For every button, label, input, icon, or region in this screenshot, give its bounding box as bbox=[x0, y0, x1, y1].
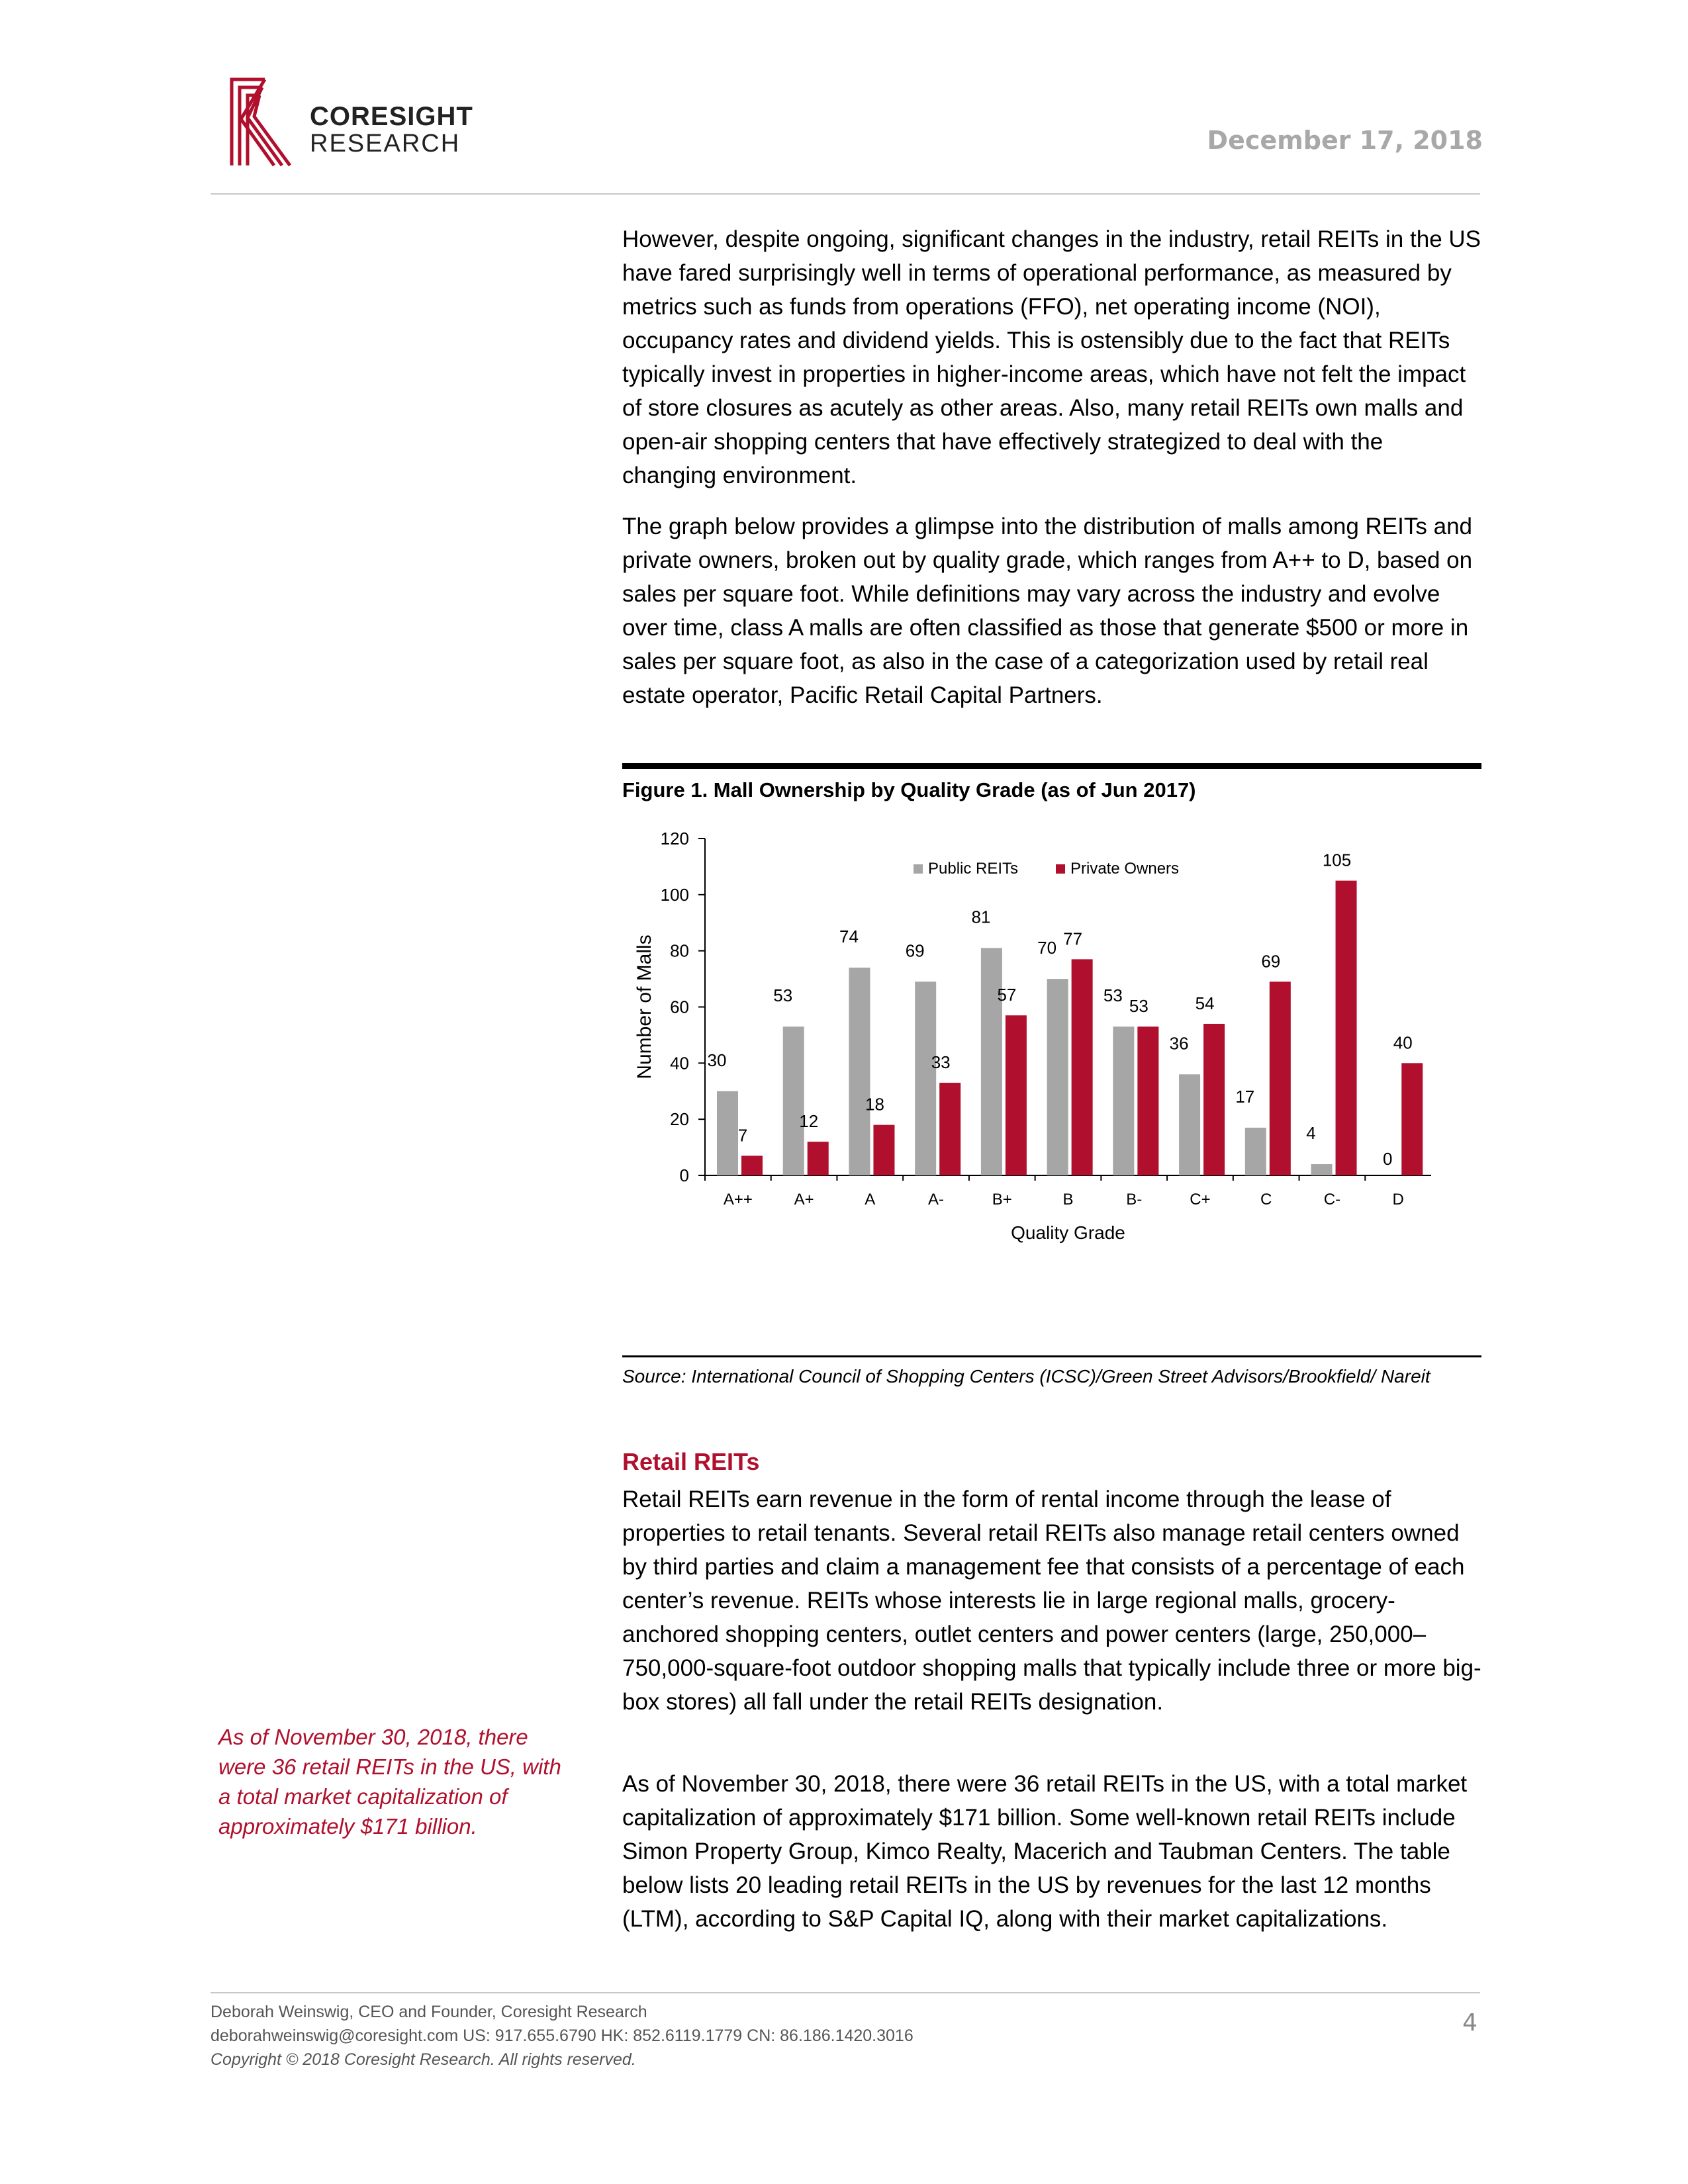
footer-copyright: Copyright © 2018 Coresight Research. All rights reserved. bbox=[211, 2050, 636, 2069]
paragraph-retail-reits: Retail REITs earn revenue in the form of rental income through the lease of properties to retail tenants. Several retail REITs also manage retail centers owned by third parties and claim a management fee that consists of a percentage of each center’s revenue. REITs whose interests lie in large regional malls, grocery-anchored shopping centers, outlet centers and power centers (large, 250,000–750,000-square-foot outdoor shopping malls that typically include three or more big-box stores) all fall under the retail REITs designation. bbox=[622, 1486, 1481, 1715]
data-label-public-reits: 17 bbox=[1235, 1086, 1255, 1107]
data-label-public-reits: 30 bbox=[707, 1050, 727, 1070]
footer-divider bbox=[211, 1992, 1480, 1993]
bar-public-reits bbox=[849, 968, 870, 1175]
x-tick-label: B+ bbox=[992, 1191, 1012, 1208]
bar-public-reits bbox=[1113, 1026, 1134, 1175]
x-tick-label: A- bbox=[928, 1191, 945, 1208]
figure-bottom-rule bbox=[622, 1355, 1481, 1357]
y-tick-label: 100 bbox=[660, 884, 689, 905]
x-tick-label: A+ bbox=[794, 1191, 814, 1208]
y-tick-label: 20 bbox=[670, 1109, 689, 1130]
data-label-public-reits: 70 bbox=[1037, 938, 1057, 958]
coresight-logo bbox=[225, 73, 473, 175]
footer-author: Deborah Weinswig, CEO and Founder, Coresight Research bbox=[211, 2003, 647, 2021]
y-tick-label: 60 bbox=[670, 997, 689, 1017]
data-label-public-reits: 53 bbox=[773, 985, 793, 1006]
paragraph-market-cap: As of November 30, 2018, there were 36 retail REITs in the US, with a total market capitalization of approximately $171 billion. Some well-known retail REITs include Simon Property Group, Kimco Realty, Macerich and Taubman Centers. The table below lists 20 leading retail REITs in the US by revenues for the last 12 months (LTM), according to S&P Capital IQ, along with their market capitalizations. bbox=[622, 1771, 1468, 1932]
data-label-private-owners: 18 bbox=[865, 1094, 884, 1115]
bar-public-reits bbox=[1245, 1128, 1266, 1175]
bar-public-reits bbox=[1179, 1074, 1200, 1175]
section-title-retail-reits: Retail REITs bbox=[622, 1448, 760, 1475]
logo-subtitle: RESEARCH bbox=[310, 130, 461, 158]
bar-private-owners bbox=[1072, 959, 1093, 1175]
x-tick-label: A bbox=[865, 1191, 876, 1208]
data-label-private-owners: 33 bbox=[931, 1052, 951, 1073]
bar-public-reits bbox=[1047, 979, 1068, 1175]
mall-ownership-chart bbox=[622, 821, 1483, 1350]
x-tick-label: A++ bbox=[723, 1191, 753, 1208]
bar-private-owners bbox=[1336, 881, 1357, 1175]
report-date: December 17, 2018 bbox=[1207, 126, 1483, 155]
sidebar-callout: As of November 30, 2018, there were 36 retail REITs in the US, with a total market capitalization of approximately $171 billion. bbox=[218, 1725, 561, 1839]
coresight-logo-mark bbox=[225, 73, 305, 172]
data-label-private-owners: 77 bbox=[1063, 929, 1083, 949]
data-label-public-reits: 4 bbox=[1306, 1123, 1316, 1144]
figure-title: Figure 1. Mall Ownership by Quality Grade (as of Jun 2017) bbox=[622, 778, 1196, 801]
x-tick-label: B- bbox=[1126, 1191, 1143, 1208]
bar-private-owners bbox=[939, 1083, 961, 1175]
legend-label: Private Owners bbox=[1070, 860, 1180, 878]
data-label-private-owners: 53 bbox=[1129, 996, 1149, 1017]
bar-public-reits bbox=[981, 948, 1002, 1175]
x-tick-label: C- bbox=[1323, 1191, 1341, 1208]
bar-private-owners bbox=[741, 1156, 763, 1175]
data-label-public-reits: 74 bbox=[839, 927, 859, 947]
y-tick-label: 80 bbox=[670, 940, 689, 961]
paragraph-intro: However, despite ongoing, significant changes in the industry, retail REITs in the US have fared surprisingly well in terms of operational performance, as measured by metrics such as funds from operations (FFO), net operating income (NOI), occupancy rates and dividend yields. This is ostensibly due to the fact that REITs typically invest in properties in higher-income areas, which have not felt the impact of store closures as acutely as other areas. Also, many retail REITs own malls and open-air shopping centers that have effectively strategized to deal with the changing environment. bbox=[622, 226, 1481, 488]
data-label-private-owners: 57 bbox=[997, 985, 1017, 1005]
x-axis-title: Quality Grade bbox=[1011, 1222, 1125, 1243]
data-label-public-reits: 81 bbox=[971, 907, 991, 927]
bar-private-owners bbox=[808, 1142, 829, 1175]
data-label-private-owners: 40 bbox=[1393, 1032, 1413, 1053]
x-tick-label: C bbox=[1260, 1191, 1272, 1208]
footer bbox=[211, 2000, 914, 2071]
data-label-public-reits: 53 bbox=[1103, 985, 1123, 1006]
figure-source: Source: International Council of Shopping Centers (ICSC)/Green Street Advisors/Brookfield/ Nareit bbox=[622, 1366, 1430, 1387]
bar-private-owners bbox=[1270, 981, 1291, 1175]
y-tick-label: 40 bbox=[670, 1053, 689, 1073]
header-divider bbox=[211, 193, 1480, 195]
bar-private-owners bbox=[1401, 1063, 1423, 1175]
legend-swatch bbox=[1056, 864, 1065, 874]
bar-private-owners bbox=[1137, 1026, 1158, 1175]
figure-top-rule bbox=[622, 763, 1481, 769]
x-tick-label: C+ bbox=[1190, 1191, 1211, 1208]
bar-public-reits bbox=[783, 1026, 804, 1175]
bar-private-owners bbox=[1006, 1015, 1027, 1175]
data-label-private-owners: 54 bbox=[1195, 993, 1215, 1013]
bar-public-reits bbox=[915, 981, 936, 1175]
logo-name: CORESIGHT bbox=[310, 102, 473, 131]
bar-private-owners bbox=[873, 1125, 894, 1175]
data-label-public-reits: 0 bbox=[1383, 1149, 1393, 1169]
x-tick-label: D bbox=[1392, 1191, 1404, 1208]
bar-public-reits bbox=[1311, 1164, 1333, 1175]
y-tick-label: 120 bbox=[660, 829, 689, 848]
bar-public-reits bbox=[717, 1091, 738, 1175]
bar-private-owners bbox=[1203, 1024, 1225, 1175]
data-label-private-owners: 12 bbox=[799, 1111, 819, 1132]
y-axis-title: Number of Malls bbox=[633, 934, 655, 1079]
x-tick-label: B bbox=[1062, 1191, 1074, 1208]
footer-contact: deborahweinswig@coresight.com US: 917.655.6790 HK: 852.6119.1779 CN: 86.186.1420.3016 bbox=[211, 2026, 914, 2045]
paragraph-graph-intro: The graph below provides a glimpse into the distribution of malls among REITs and private owners, broken out by quality grade, which ranges from A++ to D, based on sales per square foot. While definitions may vary across the industry and evolve over time, class A malls are often classified as those that generate $500 or more in sales per square foot, as also in the case of a categorization used by retail real estate operator, Pacific Retail Capital Partners. bbox=[622, 514, 1473, 708]
data-label-public-reits: 69 bbox=[905, 940, 925, 961]
y-tick-label: 0 bbox=[679, 1165, 689, 1185]
data-label-public-reits: 36 bbox=[1169, 1033, 1189, 1054]
data-label-private-owners: 69 bbox=[1261, 951, 1281, 972]
data-label-private-owners: 105 bbox=[1322, 850, 1352, 870]
data-label-private-owners: 7 bbox=[737, 1125, 748, 1146]
page-number: 4 bbox=[1462, 2009, 1477, 2036]
legend-swatch bbox=[914, 864, 923, 874]
legend-label: Public REITs bbox=[928, 860, 1019, 878]
